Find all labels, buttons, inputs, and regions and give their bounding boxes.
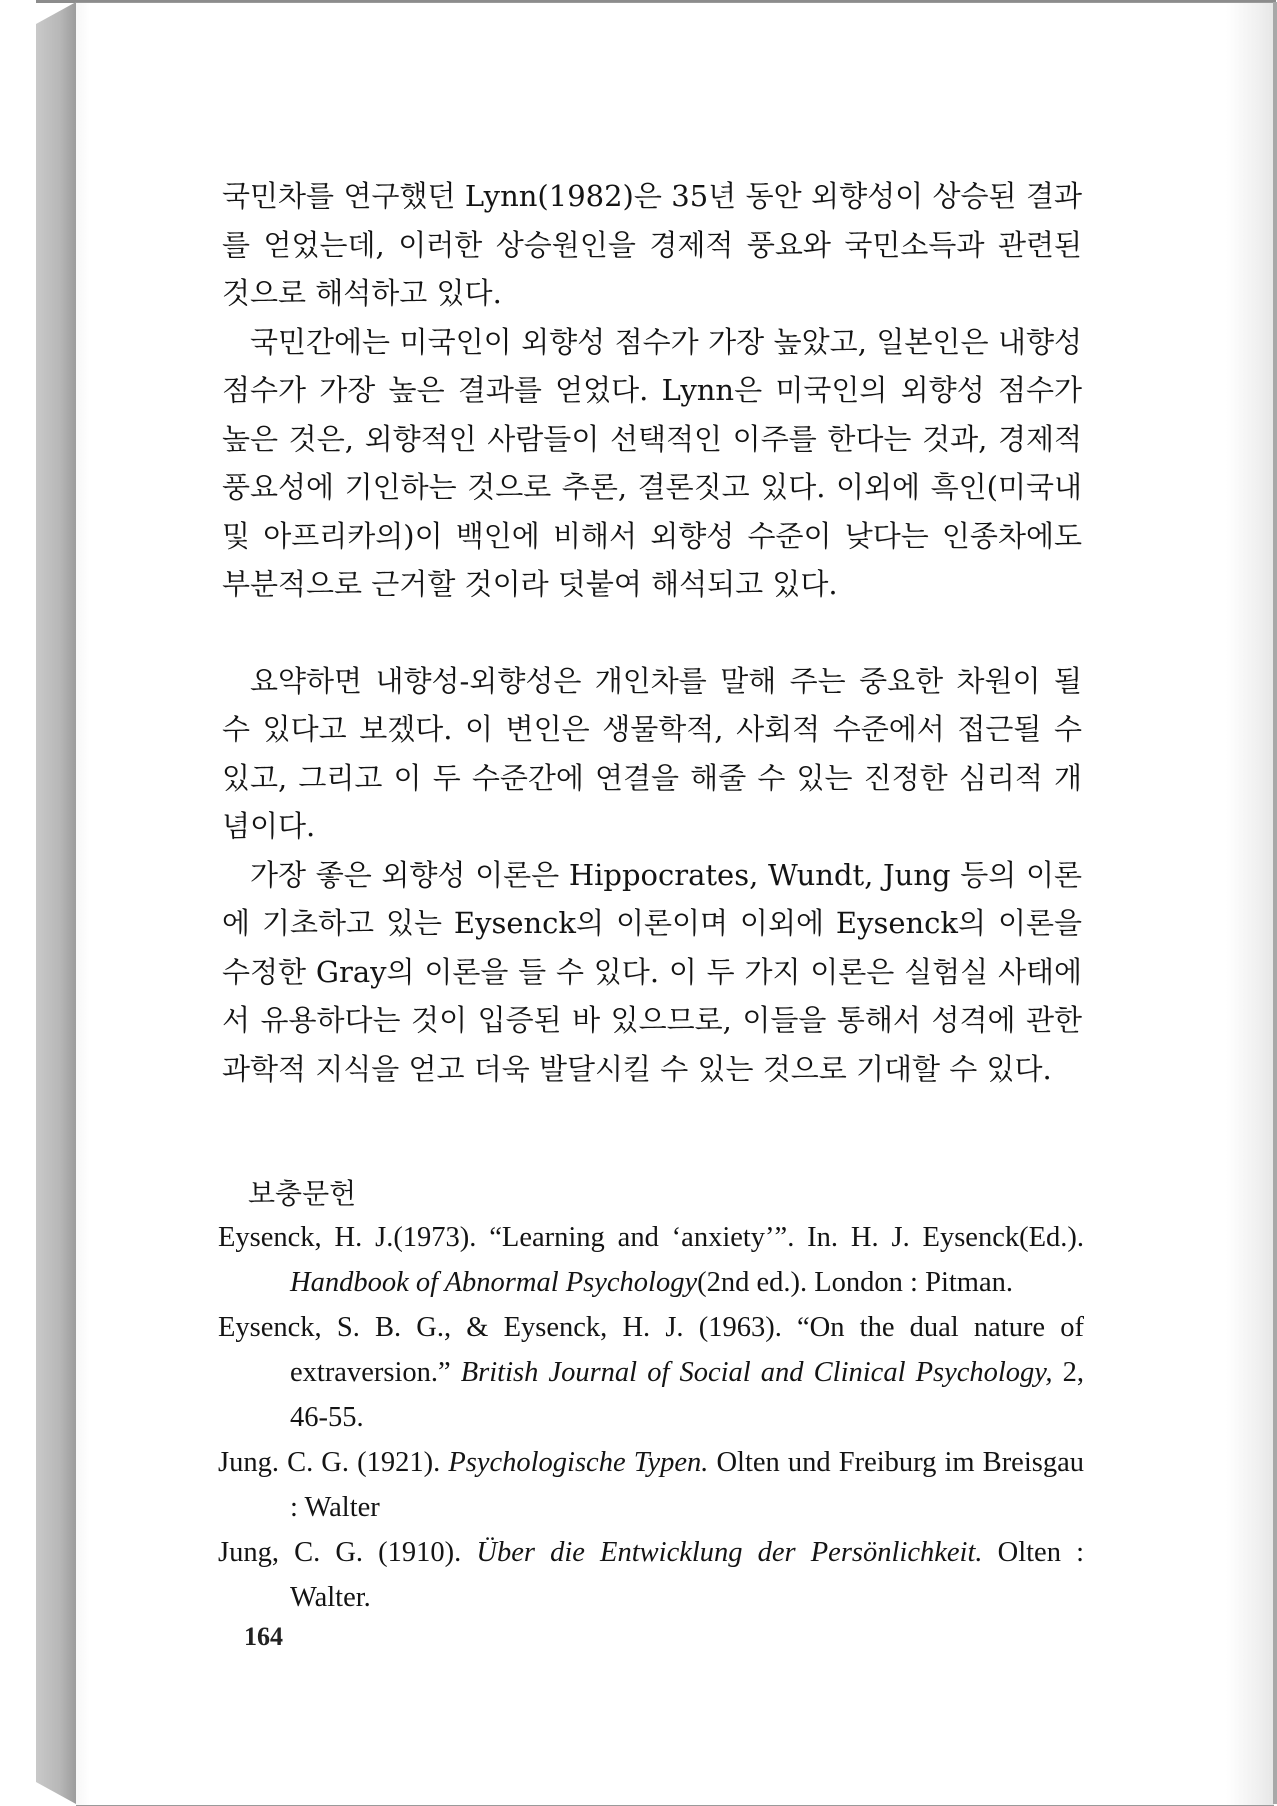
reference-item <box>218 1215 1084 1305</box>
reference-item <box>218 1440 1084 1530</box>
reference-text: Olten : Walter. <box>290 1537 1084 1613</box>
reference-text: 2, 46-55. <box>290 1357 1084 1433</box>
paragraph-4: 가장 좋은 외향성 이론은 Hippocrates, Wundt, Jung 등의 이론에 기초하고 있는 Eysenck의 이론이며 이외에 Eysenck의 이론을 수정한 Gray의 이론을 들 수 있다. 이 두 가지 이론은 실험실 사태에서 유용하다는 것이 입증된 바 있으므로, 이들을 통해서 성격에 관한 과학적 지식을 얻고 더욱 발달시킬 수 있는 것으로 기대할 수 있다. <box>222 857 1082 1086</box>
paragraph-1: 국민차를 연구했던 Lynn(1982)은 35년 동안 외향성이 상승된 결과를 얻었는데, 이러한 상승원인을 경제적 풍요와 국민소득과 관련된 것으로 해석하고 있다. <box>222 179 1082 310</box>
reference-title: British Journal of Social and Clinical Psychology, <box>460 1357 1053 1388</box>
reference-title: Psychologische Typen. <box>448 1447 709 1478</box>
reference-item <box>218 1305 1084 1440</box>
page-right-edge <box>1273 2 1277 1804</box>
paragraph-2: 국민간에는 미국인이 외향성 점수가 가장 높았고, 일본인은 내향성 점수가 가장 높은 결과를 얻었다. Lynn은 미국인의 외향성 점수가 높은 것은, 외향적인 사람들이 선택적인 이주를 한다는 것과, 경제적 풍요성에 기인하는 것으로 추론, 결론짓고 있다. 이외에 흑인(미국내 및 아프리카의)이 백인에 비해서 외향성 수준이 낮다는 인종차에도 부분적으로 근거할 것이라 덧붙여 해석되고 있다. <box>222 324 1082 601</box>
paragraph-gap <box>222 609 1082 657</box>
book-spine <box>36 2 76 1804</box>
references-heading: 보충문헌 <box>248 1177 357 1210</box>
reference-text: Jung. C. G. (1921). <box>218 1447 449 1478</box>
reference-title: Handbook of Abnormal Psychology <box>290 1267 698 1298</box>
reference-text: (2nd ed.). London : Pitman. <box>697 1267 1013 1298</box>
references-list <box>218 1215 1084 1620</box>
reference-text: Olten und Freiburg im Breisgau : Walter <box>290 1447 1084 1523</box>
reference-text: Jung, C. G. (1910). <box>218 1537 477 1568</box>
reference-text: Eysenck, S. B. G., & Eysenck, H. J. (1963). “On the dual nature of extraversion.” <box>218 1312 1084 1388</box>
reference-item <box>218 1530 1084 1620</box>
page-number: 164 <box>244 1622 283 1651</box>
body-text <box>222 172 1082 1093</box>
reference-text: Eysenck, H. J.(1973). “Learning and ‘anxiety’”. In. H. J. Eysenck(Ed.). <box>218 1222 1084 1253</box>
paragraph-3: 요약하면 내향성-외향성은 개인차를 말해 주는 중요한 차원이 될 수 있다고 보겠다. 이 변인은 생물학적, 사회적 수준에서 접근될 수 있고, 그리고 이 두 수준간에 연결을 해줄 수 있는 진정한 심리적 개념이다. <box>222 663 1082 843</box>
reference-title: Über die Entwicklung der Persönlichkeit. <box>476 1537 983 1568</box>
